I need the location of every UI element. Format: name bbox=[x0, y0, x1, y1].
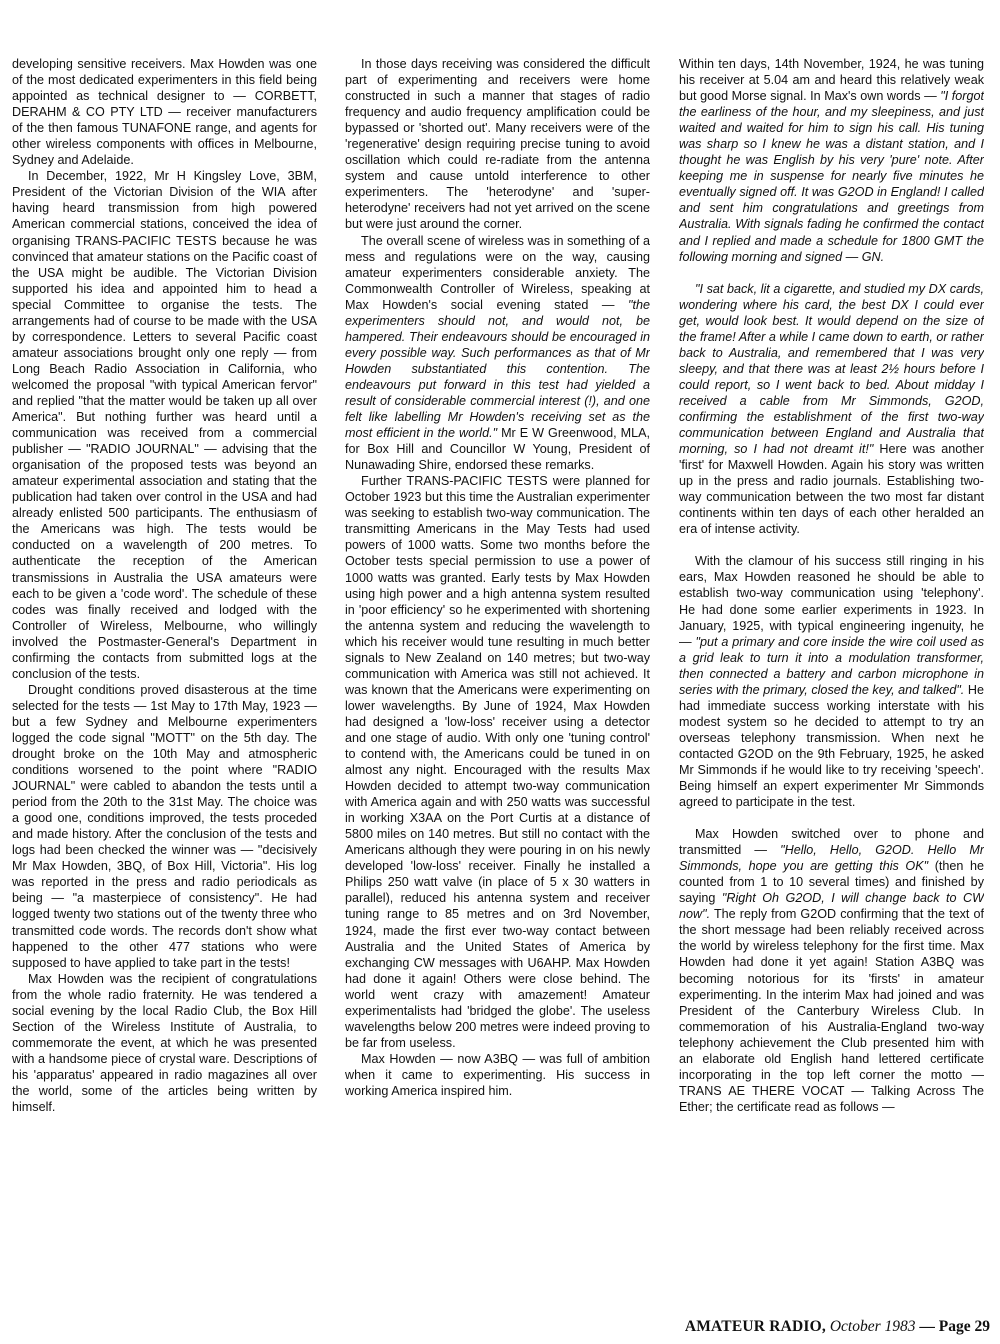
quotation: "Right Oh G2OD, I will change back to CW now". bbox=[679, 891, 984, 922]
quotation: "put a primary and core inside the wire coil used as a grid leak to turn it into a modulation transformer, then connected a battery and carbon microphone in series with the primary, closed the key, and talked". bbox=[679, 634, 984, 697]
paragraph bbox=[679, 56, 984, 265]
paragraph-text: Within ten days, 14th November, 1924, he was tuning his receiver at 5.04 am and heard this relatively weak but good Morse signal. In Max's own words — bbox=[679, 57, 984, 104]
article-column-2 bbox=[345, 56, 650, 1308]
paragraph: developing sensitive receivers. Max Howden was one of the most dedicated experimenters in this field being appointed as technical designer to — CORBETT, DERAHM & CO PTY LTD — receiver manufacturers of the then famous TUNAFONE range, and agents for other wireless components with offices in Melbourne, Sydney and Adelaide. bbox=[12, 57, 317, 168]
paragraph-text: The overall scene of wireless was in something of a mess and regulations were on the way, causing amateur experimenters considerable anxiety. The Commonwealth Controller of Wireless, speaking at Max Howden's social evening stated — bbox=[345, 233, 650, 312]
paragraph: In those days receiving was considered the difficult part of experimenting and receivers were home constructed in such a manner that stages of radio frequency and audio frequency amplification could be bypassed or 'shorted out'. Many receivers were of the 'regenerative' design requiring precise tuning to avoid oscillation which could re-radiate from the antenna system and cause untold interference to other experimenters. The 'heterodyne' and 'super-heterodyne' receivers had not yet arrived on the scene but were just around the corner. bbox=[345, 57, 650, 232]
page-footer bbox=[680, 1318, 990, 1338]
paragraph: Max Howden was the recipient of congratulations from the whole radio fraternity. He was tendered a social evening by the local Radio Club, the Box Hill Section of the Wireless Institute of Australia, to commemorate the event, at which he was presented with a handsome piece of crystal ware. Descriptions of his 'apparatus' appeared in radio magazines all over the world, some of the articles being written by himself. bbox=[12, 971, 317, 1115]
page-number: — Page 29 bbox=[919, 1318, 990, 1335]
paragraph-text: Mr E W Greenwood, MLA, for Box Hill and Councillor W Young, President of Nunawading Shire, endorsed these remarks. bbox=[345, 426, 650, 473]
quotation: "I forgot the earliness of the hour, and my sleepiness, and just waited and waited for him to sign his call. His tuning was sharp so I knew he was a distant station, and I thought he was English by his very 'pure' note. After keeping me in suspense for nearly five minutes he eventually signed off. It was G2OD in England! I called and sent him congratulations and greetings from Australia. With signals fading he confirmed the contact and I replied and made a schedule for 1800 GMT the following morning and signed — GN. bbox=[679, 89, 984, 264]
paragraph bbox=[679, 281, 984, 538]
magazine-name: AMATEUR RADIO, bbox=[684, 1318, 826, 1335]
quotation: "Hello, Hello, G2OD. Hello Mr Simmonds, hope you are getting this OK" bbox=[679, 843, 984, 874]
paragraph: Drought conditions proved disasterous at the time selected for the tests — 1st May to 17th May, 1923 — but a few Sydney and Melbourne experimenters logged the code signal "MOTT" on the 5th day. The drought broke on the 10th May and atmospheric conditions worsened to the point where "RADIO JOURNAL" were cabled to abandon the tests until a period from the 20th to the 31st May. The choice was a good one, conditions improved, the tests proceded and made history. After the conclusion of the tests and logs had been checked the winner was — "decisively Mr Max Howden, 3BQ, of Box Hill, Victoria". His log was reported in the press and radio periodicals as being — "a masterpiece of consistency". He had logged twenty two stations out of the twenty three who transmitted code words. The records don't show what happened to the other 477 stations who were supposed to have applied to take part in the tests! bbox=[12, 682, 317, 970]
quotation: "I sat back, lit a cigarette, and studied my DX cards, wondering where his card, the best DX I could ever get, would look best. It would depend on the size of the frame! After a while I came down to earth, or rather back to Australia, and remembered that I was very sleepy, and that there was at least 2½ hours before I could report, so I went back to bed. About midday I received a cable from Mr Simmonds, G2OD, confirming the establishment of the first two-way communication between England and Australia that morning, so I had not dreamt it!" bbox=[679, 281, 984, 457]
quotation: "the experimenters should not, and would not, be hampered. Their endeavours should be encouraged in every possible way. Such performances as that of Mr Howden substantiated this contention. The endeavours put forward in this test had yielded a result of considerable commercial interest (!), and one felt like labelling Mr Howden's receiving set as the most efficient in the world." bbox=[345, 297, 650, 441]
paragraph: Further TRANS-PACIFIC TESTS were planned for October 1923 but this time the Australian experimenter was seeking to establish two-way communication. The transmitting Americans in the May Tests had used powers of 1000 watts. Some two months before the October tests special permission to use a power of 1000 watts was granted. Early tests by Max Howden using high power and a high antenna system resulted in 'poor efficiency' so he experimented with shortening the antenna system and reducing the wavelength to which his receiver would tune resulting in much better signals to New Zealand on 140 metres; but two-way communication with America was still not achieved. It was known that the Americans were experimenting on lower wavelengths. By June of 1924, Max Howden had designed a 'low-loss' receiver using a detector and one stage of audio. With only one 'tuning control' to contend with, the Americans could be tuned in on almost any night. Encouraged with the results Max Howden decided to attempt two-way communication with America again and with 250 watts was successful in working X3AA on the Port Curtis at a distance of 5800 miles on 140 metres. But still no contact with the Americans although they were pouring in on his newly developed 'low-loss' receiver. Finally he installed a Philips 250 watt valve (in place of 5 x 30 watters in parallel), reduced his antenna system and receiver tuning range to 85 metres and on 3rd November, 1924, made the first ever two-way contact between Australia and the United States of America by exchanging CW messages with U6AHP. Max Howden had done it again! Others were close behind. The world went crazy with amazement! Amateur experimentalists had 'bridged the globe'. The useless wavelengths below 200 metres were indeed proving to be far from useless. bbox=[345, 474, 650, 1050]
article-column-1 bbox=[12, 56, 317, 1308]
paragraph-text: Max Howden switched over to phone and transmitted — bbox=[679, 827, 984, 858]
paragraph bbox=[345, 233, 650, 474]
paragraph bbox=[679, 553, 984, 810]
paragraph bbox=[679, 826, 984, 1115]
paragraph-text: Here was another 'first' for Maxwell Howden. Again his story was written up in the press and radio journals. Establishing two-way communication between the two most far distant continents within ten days of each other heralded an era of intense activity. bbox=[679, 442, 984, 537]
article-column-3 bbox=[679, 56, 984, 1308]
paragraph: Max Howden — now A3BQ — was full of ambition when it came to experimenting. His success in working America inspired him. bbox=[345, 1051, 650, 1098]
paragraph-text: He had immediate success working interstate with his modest system so he decided to attempt to try an overseas telephony transmission. When next he contacted G2OD on the 9th February, 1925, he asked Mr Simmonds if he would like to try receiving 'speech'. Being himself an expert experimenter Mr Simmonds agreed to participate in the test. bbox=[679, 682, 984, 810]
paragraph-text: With the clamour of his success still ringing in his ears, Max Howden reasoned he should be able to establish two-way communication using 'telephony'. He had done some earlier experiments in 1923. In January, 1925, with typical engineering ingenuity, he — bbox=[679, 554, 984, 649]
paragraph-text: (then he counted from 1 to 10 several times) and finished by saying bbox=[679, 859, 984, 906]
paragraph-text: The reply from G2OD confirming that the text of the short message had been reliably received across the world by wireless telephony for the first time. Max Howden had done it yet again! Station A3BQ was becoming notorious for its 'firsts' in amateur experimenting. In the interim Max had joined and was President of the Canterbury Wireless Club. In commemoration of his Australia-England two-way telephony achievement the Club presented him with an elaborate old English hand lettered certificate incorporating in the top left corner the motto — TRANS AE THERE VOCAT — Talking Across The Ether; the certificate read as follows — bbox=[679, 907, 984, 1114]
paragraph: In December, 1922, Mr H Kingsley Love, 3BM, President of the Victorian Division of the WIA after having heard transmission from high powered American commercial stations, conceived the idea of organising TRANS-PACIFIC TESTS because he was convinced that amateur stations on the Pacific coast of the USA might be audible. The Victorian Division supported his idea and appointed him to head a special Committee to organise the tests. The arrangements had of course to be made with the USA by correspondence. Letters to several Pacific coast amateur associations brought only one reply — from Long Beach Radio Association in California, who welcomed the proposal "with typical American fervor" and replied "that the matter would be taken up all over America". But nothing further was heard until a communication was received from a commercial publisher — "RADIO JOURNAL" — advising that the organisation of the proposed tests was beyond an amateur experimental association and stating that the publication had taken over control in the USA and had already enlisted 500 participants. The enthusiasm of the Americans was high. The tests would be conducted on a wavelength of 200 metres. To authenticate the reception of the American transmissions in Australia the USA amateurs were each to be given a 'code word'. The schedule of these codes was finally received and lodged with the Controller of Wireless, Melbourne, who willingly involved the Postmaster-General's Department in confirming the contacts from submitted logs at the conclusion of the tests. bbox=[12, 169, 317, 681]
issue-date: October 1983 bbox=[829, 1318, 916, 1335]
